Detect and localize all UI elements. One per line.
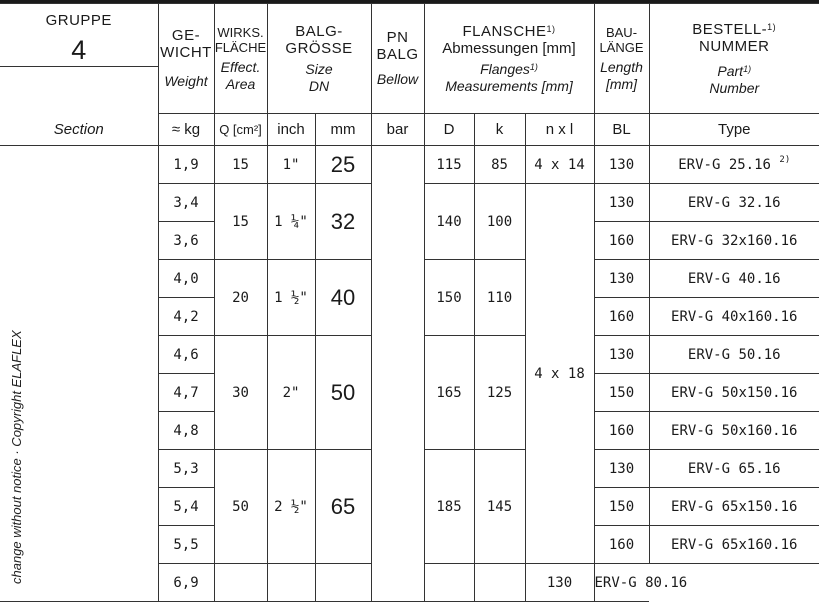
header-row-1 (0, 4, 819, 67)
flange-d-value (424, 564, 474, 602)
dn-value: 32 (315, 184, 371, 260)
flange-k-value (474, 564, 525, 602)
flange-d-value: 150 (424, 260, 474, 336)
type-value: ERV-G 50x150.16 (649, 374, 819, 412)
type-value: ERV-G 32.16 (649, 184, 819, 222)
nxl-value: 4 x 14 (525, 146, 594, 184)
length-value: 130 (594, 146, 649, 184)
weight-value: 4,0 (158, 260, 214, 298)
length-value: 130 (594, 184, 649, 222)
abmessungen-label: Abmessungen [mm] (425, 40, 594, 57)
units-row (0, 114, 819, 146)
table-row (0, 146, 819, 184)
unit-k: k (474, 114, 525, 146)
area-value: 15 (214, 184, 267, 260)
length-value: 150 (594, 488, 649, 526)
unit-q: Q [cm²] (214, 114, 267, 146)
unit-bar: bar (371, 114, 424, 146)
inch-value: 2" (267, 336, 315, 450)
product-spec-table (0, 3, 819, 602)
length-header (594, 4, 649, 114)
bestell-label: BESTELL-$^{1)}$ (650, 21, 819, 38)
dn-value (315, 564, 371, 602)
area-header (214, 4, 267, 114)
flange-k-value: 85 (474, 146, 525, 184)
unit-kg: ≈ kg (158, 114, 214, 146)
wirks-label: WIRKS. FLÄCHE (215, 25, 267, 55)
length-value: 130 (525, 564, 594, 602)
weight-header (158, 4, 214, 114)
unit-bl: BL (594, 114, 649, 146)
length-value: 150 (594, 374, 649, 412)
section-label: Section (0, 114, 158, 146)
bellow-label: Bellow (372, 71, 424, 88)
weight-value: 4,2 (158, 298, 214, 336)
inch-value: 1" (267, 146, 315, 184)
weight-value: 5,5 (158, 526, 214, 564)
type-value: ERV-G 50x160.16 (649, 412, 819, 450)
nummer-label: NUMMER (650, 38, 819, 55)
weight-value: 4,6 (158, 336, 214, 374)
area-value: 30 (214, 336, 267, 450)
flanges-header (424, 4, 594, 114)
bau-label: BAU- LÄNGE (595, 25, 649, 55)
inch-value (267, 564, 315, 602)
inch-value: 1 ¼" (267, 184, 315, 260)
length-value: 130 (594, 260, 649, 298)
nxl-value: 4 x 18 (525, 184, 594, 564)
pn-header (371, 4, 424, 114)
type-value: ERV-G 40x160.16 (649, 298, 819, 336)
type-value: ERV-G 25.16 $^{2)}$ (649, 146, 819, 184)
length-value: 160 (594, 222, 649, 260)
gruppe-label: GRUPPE (0, 12, 158, 29)
weight-value: 5,3 (158, 450, 214, 488)
inch-value: 1 ½" (267, 260, 315, 336)
unit-d: D (424, 114, 474, 146)
type-value: ERV-G 80.16 (594, 564, 649, 602)
weight-value: 1,9 (158, 146, 214, 184)
area-value: 20 (214, 260, 267, 336)
part-header (649, 4, 819, 114)
section-column: change without notice · Copyright ELAFLEX (0, 146, 158, 602)
effect-area-label: Effect. Area (215, 59, 267, 93)
pn-label: PN BALG (372, 29, 424, 63)
unit-mm: mm (315, 114, 371, 146)
length-label: Length [mm] (595, 59, 649, 93)
unit-nxl: n x l (525, 114, 594, 146)
flange-k-value: 100 (474, 184, 525, 260)
type-value: ERV-G 32x160.16 (649, 222, 819, 260)
weight-value: 4,7 (158, 374, 214, 412)
balg-label: BALG- GRÖSSE (268, 23, 371, 57)
weight-label: Weight (159, 73, 214, 90)
flange-k-value: 145 (474, 450, 525, 564)
flanges-label: Flanges$^{1)}$ (425, 61, 594, 78)
length-value: 160 (594, 298, 649, 336)
measurements-label: Measurements [mm] (425, 78, 594, 95)
inch-value: 2 ½" (267, 450, 315, 564)
weight-value: 4,8 (158, 412, 214, 450)
unit-inch: inch (267, 114, 315, 146)
length-value: 130 (594, 450, 649, 488)
flange-k-value: 125 (474, 336, 525, 450)
length-value: 160 (594, 526, 649, 564)
gewicht-label: GE- WICHT (159, 27, 214, 61)
dn-value: 40 (315, 260, 371, 336)
type-value: ERV-G 65x160.16 (649, 526, 819, 564)
gruppe-value: 4 (0, 35, 158, 66)
flansche-label: FLANSCHE$^{1)}$ (425, 23, 594, 40)
length-value: 130 (594, 336, 649, 374)
flange-k-value: 110 (474, 260, 525, 336)
flange-d-value: 185 (424, 450, 474, 564)
gruppe-spacer (0, 67, 158, 114)
flange-d-value: 140 (424, 184, 474, 260)
number-label: Number (650, 80, 819, 97)
dn-value: 65 (315, 450, 371, 564)
weight-value: 3,6 (158, 222, 214, 260)
type-value: ERV-G 40.16 (649, 260, 819, 298)
length-value: 160 (594, 412, 649, 450)
weight-value: 5,4 (158, 488, 214, 526)
weight-value: 6,9 (158, 564, 214, 602)
area-value: 50 (214, 450, 267, 564)
dn-value: 50 (315, 336, 371, 450)
area-value (214, 564, 267, 602)
dn-value: 25 (315, 146, 371, 184)
gruppe-cell (0, 4, 158, 67)
weight-value: 3,4 (158, 184, 214, 222)
area-value: 15 (214, 146, 267, 184)
unit-type: Type (649, 114, 819, 146)
type-value: ERV-G 65.16 (649, 450, 819, 488)
flange-d-value: 165 (424, 336, 474, 450)
size-dn-label: Size DN (268, 61, 371, 95)
size-header (267, 4, 371, 114)
bar-column (371, 146, 424, 602)
part-label: Part$^{1)}$ (650, 63, 819, 80)
type-value: ERV-G 65x150.16 (649, 488, 819, 526)
type-value: ERV-G 50.16 (649, 336, 819, 374)
flange-d-value: 115 (424, 146, 474, 184)
